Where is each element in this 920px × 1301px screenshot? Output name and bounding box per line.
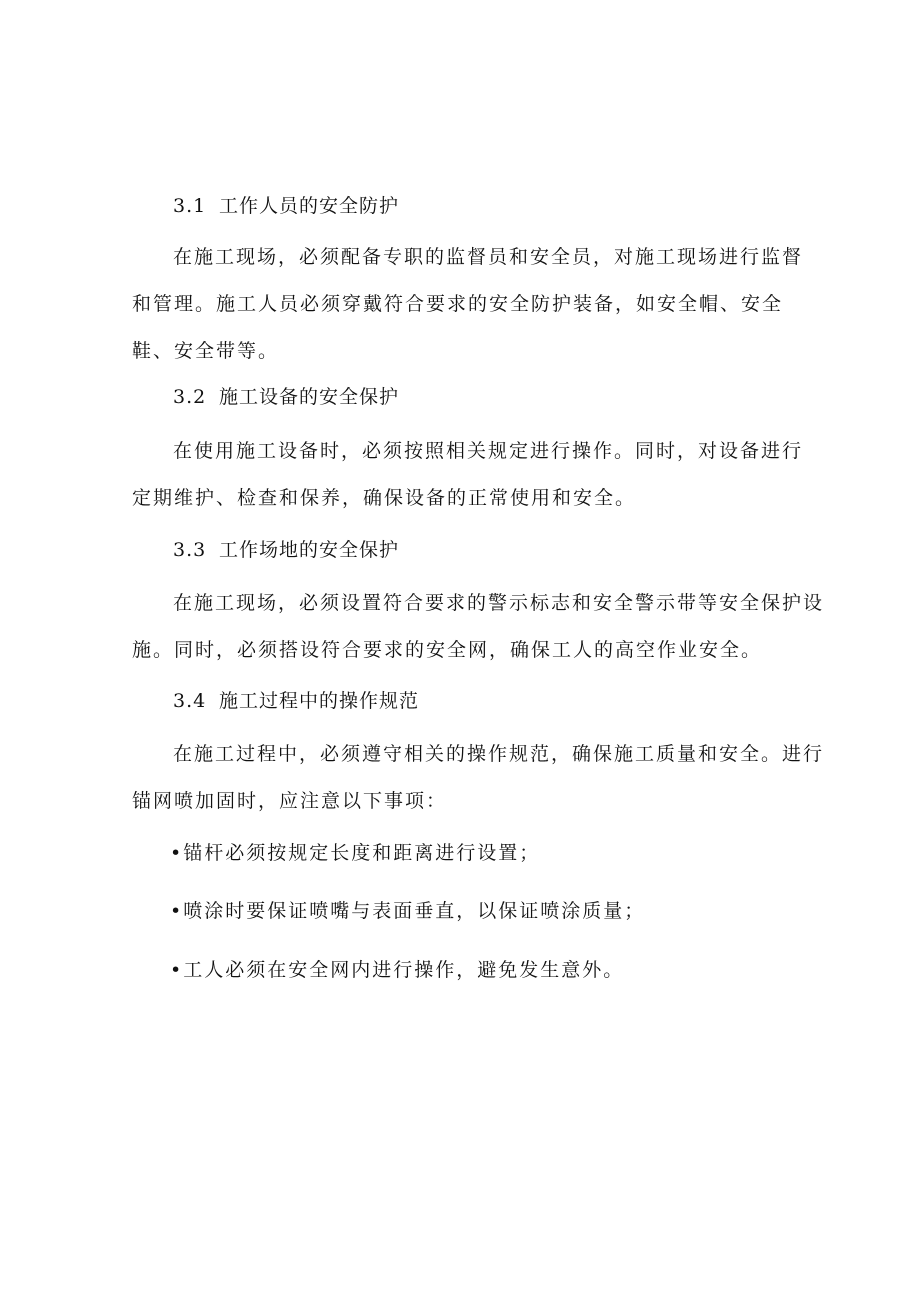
section-paragraph-3-2: [132, 428, 804, 522]
paragraph-line: 在施工过程中，必须遵守相关的操作规范，确保施工质量和安全。进行: [173, 743, 825, 765]
section-number: 3.3: [173, 539, 207, 561]
paragraph-line: 在施工现场，必须配备专职的监督员和安全员，对施工现场进行监督: [173, 246, 804, 268]
paragraph-line: 锚网喷加固时，应注意以下事项：: [132, 790, 448, 812]
section-paragraph-3-4: [132, 731, 825, 825]
section-number: 3.1: [173, 195, 207, 217]
paragraph-line: 施。同时，必须搭设符合要求的安全网，确保工人的高空作业安全。: [132, 639, 763, 661]
bullet-item: •喷涂时要保证喷嘴与表面垂直，以保证喷涂质量；: [170, 900, 646, 922]
section-heading-3-2: [173, 384, 399, 410]
bullet-item: •工人必须在安全网内进行操作，避免发生意外。: [170, 959, 625, 981]
section-heading-3-4: [173, 688, 419, 714]
section-number: 3.4: [173, 690, 207, 712]
paragraph-line: 定期维护、检查和保养，确保设备的正常使用和安全。: [132, 487, 637, 509]
section-heading-3-1: [173, 193, 399, 219]
section-number: 3.2: [173, 386, 207, 408]
bullet-item: •锚杆必须按规定长度和距离进行设置；: [170, 842, 541, 864]
section-paragraph-3-1: [132, 234, 804, 375]
section-paragraph-3-3: [132, 580, 825, 674]
section-heading-3-3: [173, 537, 399, 563]
section-title: 施工过程中的操作规范: [219, 690, 420, 712]
paragraph-line: 和管理。施工人员必须穿戴符合要求的安全防护装备，如安全帽、安全: [132, 293, 784, 315]
paragraph-line: 在使用施工设备时，必须按照相关规定进行操作。同时，对设备进行: [173, 440, 804, 462]
paragraph-line: 在施工现场，必须设置符合要求的警示标志和安全警示带等安全保护设: [173, 592, 825, 614]
paragraph-line: 鞋、安全带等。: [132, 340, 280, 362]
section-title: 施工设备的安全保护: [219, 386, 400, 408]
section-title: 工作人员的安全防护: [219, 195, 400, 217]
section-title: 工作场地的安全保护: [219, 539, 400, 561]
